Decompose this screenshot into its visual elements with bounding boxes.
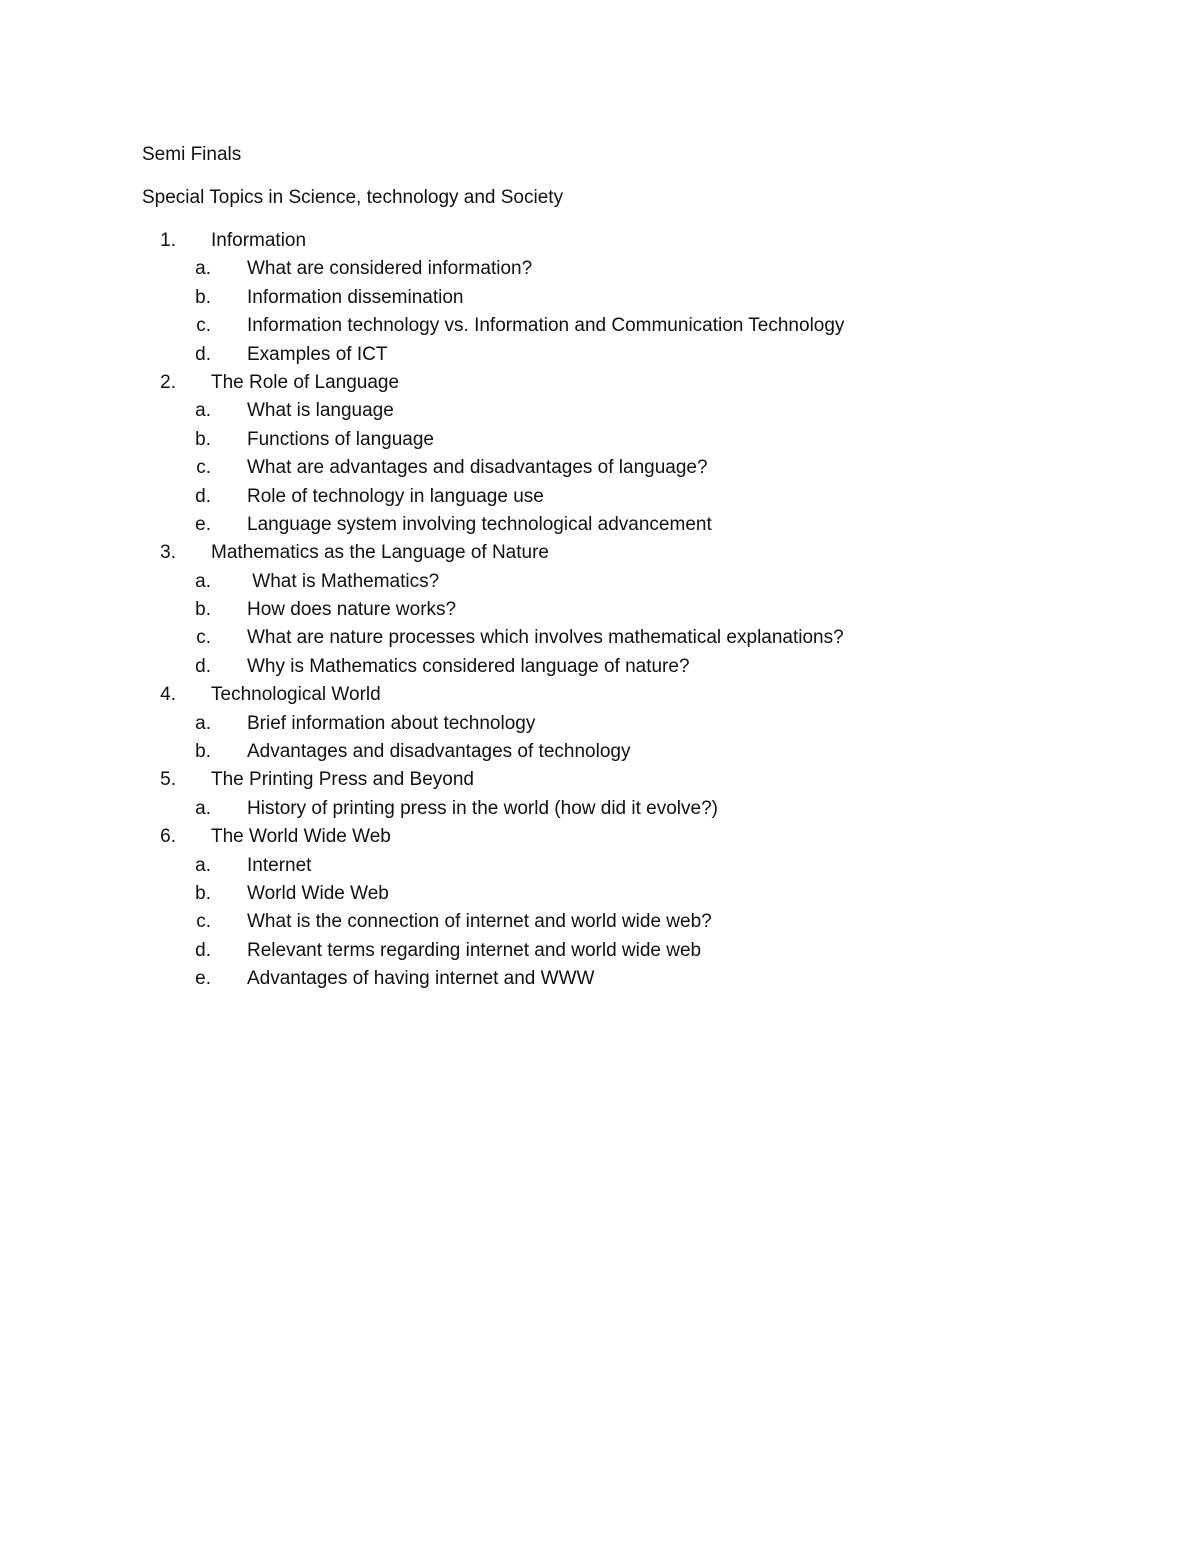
topic-heading <box>142 823 1042 851</box>
subtopic-list <box>142 255 1042 369</box>
document-subtitle: Special Topics in Science, technology and Society <box>142 187 564 208</box>
topic-item <box>142 766 1042 823</box>
subtopic-item <box>142 397 1042 425</box>
subtopic-letter: b. <box>195 741 211 763</box>
subtopic-text: Information dissemination <box>247 286 464 308</box>
topic-heading <box>142 681 1042 709</box>
subtopic-list <box>142 397 1042 539</box>
subtopic-list <box>142 710 1042 767</box>
subtopic-item <box>142 568 1042 596</box>
subtopic-letter: a. <box>195 712 211 734</box>
subtopic-item <box>142 908 1042 936</box>
subtopic-text: How does nature works? <box>247 599 457 621</box>
subtopic-letter: c. <box>196 627 211 649</box>
topic-label: Technological World <box>211 684 381 706</box>
topic-label: The Printing Press and Beyond <box>211 769 474 791</box>
subtopic-item <box>142 341 1042 369</box>
subtopic-text: Why is Mathematics considered language of nature? <box>247 655 690 677</box>
subtopic-letter: a. <box>195 854 211 876</box>
subtopic-text: What is language <box>247 400 394 422</box>
subtopic-letter: b. <box>195 882 211 904</box>
subtopic-letter: b. <box>195 428 211 450</box>
subtopic-text: What is the connection of internet and world wide web? <box>247 911 712 933</box>
subtopic-letter: d. <box>195 655 211 677</box>
subtopic-text: Advantages of having internet and WWW <box>247 968 595 990</box>
topic-heading <box>142 766 1042 794</box>
subtopic-item <box>142 852 1042 880</box>
subtopic-letter: b. <box>195 599 211 621</box>
subtopic-text: Brief information about technology <box>247 712 536 734</box>
subtopic-text: Information technology vs. Information and Communication Technology <box>247 315 845 337</box>
document-body <box>142 141 1042 994</box>
subtopic-text: Internet <box>247 854 312 876</box>
subtopic-text: What are considered information? <box>247 258 533 280</box>
subtopic-item <box>142 624 1042 652</box>
topic-number: 1. <box>160 230 176 251</box>
subtopic-item <box>142 596 1042 624</box>
subtopic-letter: a. <box>195 570 211 592</box>
subtopic-item <box>142 710 1042 738</box>
topic-outline <box>142 227 1042 994</box>
topic-number: 4. <box>160 684 176 706</box>
topic-heading <box>142 539 1042 567</box>
subtopic-text: Relevant terms regarding internet and world wide web <box>247 939 702 961</box>
subtopic-item <box>142 937 1042 965</box>
subtopic-item <box>142 284 1042 312</box>
subtopic-text: What are nature processes which involves mathematical explanations? <box>247 627 844 649</box>
topic-label: The World Wide Web <box>211 826 391 848</box>
subtopic-text: Functions of language <box>247 428 434 450</box>
topic-heading <box>142 369 1042 397</box>
subtopic-letter: b. <box>195 286 211 308</box>
topic-label: The Role of Language <box>211 371 400 393</box>
topic-label: Mathematics as the Language of Nature <box>211 542 549 564</box>
subtopic-item <box>142 511 1042 539</box>
subtopic-letter: e. <box>195 968 211 990</box>
subtopic-letter: d. <box>195 939 211 961</box>
subtopic-letter: a. <box>195 797 211 819</box>
topic-number: 2. <box>160 371 176 393</box>
topic-item <box>142 539 1042 681</box>
topic-label: Information <box>211 230 307 251</box>
subtopic-letter: a. <box>195 258 211 280</box>
topic-item <box>142 681 1042 766</box>
subtopic-item <box>142 738 1042 766</box>
subtopic-text: What are advantages and disadvantages of language? <box>247 457 708 479</box>
subtopic-text: History of printing press in the world (how did it evolve?) <box>247 797 718 819</box>
subtopic-letter: d. <box>195 343 211 365</box>
subtopic-letter: e. <box>195 513 211 535</box>
subtopic-item <box>142 312 1042 340</box>
subtopic-item <box>142 483 1042 511</box>
topic-item <box>142 823 1042 993</box>
document-title: Semi Finals <box>142 144 242 165</box>
subtopic-letter: c. <box>196 911 211 933</box>
subtopic-letter: d. <box>195 485 211 507</box>
subtopic-letter: c. <box>196 457 211 479</box>
topic-item <box>142 227 1042 369</box>
subtopic-text: Examples of ICT <box>247 343 388 365</box>
subtopic-list <box>142 568 1042 682</box>
topic-item <box>142 369 1042 539</box>
subtopic-text: World Wide Web <box>247 882 389 904</box>
subtopic-item <box>142 880 1042 908</box>
subtopic-text: Advantages and disadvantages of technology <box>247 741 631 763</box>
subtopic-item <box>142 255 1042 283</box>
topic-heading <box>142 227 1042 255</box>
subtopic-text: Role of technology in language use <box>247 485 544 507</box>
subtopic-item <box>142 965 1042 993</box>
subtopic-list <box>142 852 1042 994</box>
subtopic-item <box>142 454 1042 482</box>
topic-number: 3. <box>160 542 176 564</box>
subtopic-item <box>142 795 1042 823</box>
subtopic-letter: a. <box>195 400 211 422</box>
topic-number: 5. <box>160 769 176 791</box>
subtopic-item <box>142 426 1042 454</box>
subtopic-letter: c. <box>196 315 211 337</box>
subtopic-list <box>142 795 1042 823</box>
subtopic-item <box>142 653 1042 681</box>
topic-number: 6. <box>160 826 176 848</box>
subtopic-text: What is Mathematics? <box>247 570 440 592</box>
subtopic-text: Language system involving technological advancement <box>247 513 712 535</box>
